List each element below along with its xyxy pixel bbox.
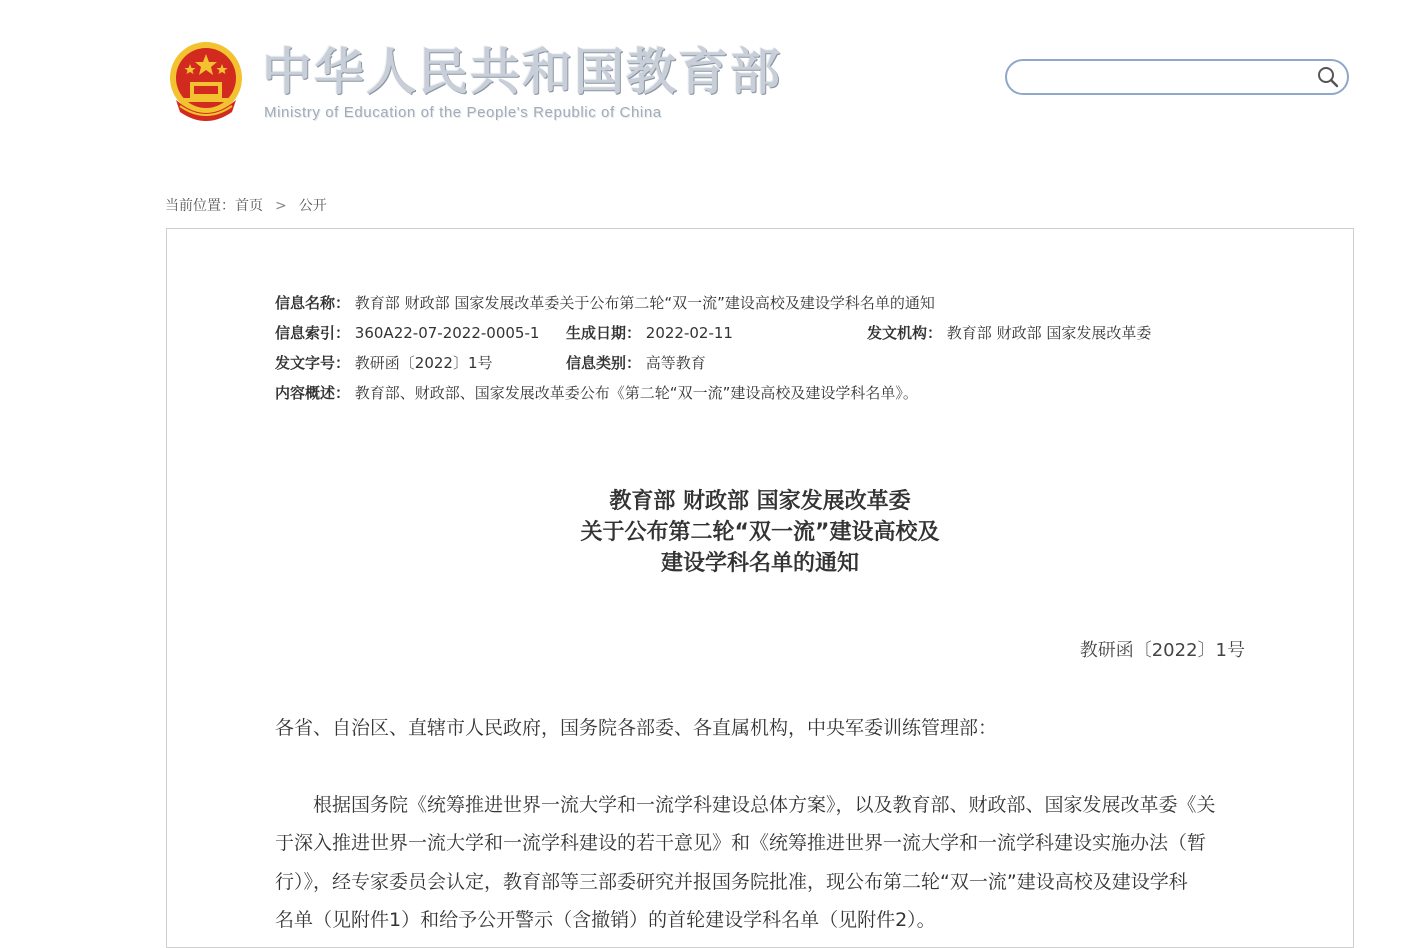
info-category-value: 高等教育 xyxy=(645,354,706,372)
search-input[interactable] xyxy=(1021,67,1315,89)
document-title-line-2: 关于公布第二轮“双一流”建设高校及 xyxy=(580,520,940,545)
document-salutation: 各省、自治区、直辖市人民政府，国务院各部委、各直属机构，中央军委训练管理部： xyxy=(275,717,998,739)
info-row-issuer xyxy=(867,322,1151,343)
info-index-value: 360A22-07-2022-0005-1 xyxy=(354,324,540,342)
info-date-label: 生成日期： xyxy=(566,324,642,342)
info-row-name xyxy=(275,292,935,313)
info-issuer-label: 发文机构： xyxy=(867,324,943,342)
info-docno-value: 教研函〔2022〕1号 xyxy=(354,354,493,372)
info-summary-value: 教育部、财政部、国家发展改革委公布《第二轮“双一流”建设高校及建设学科名单》。 xyxy=(354,384,918,402)
info-name-value: 教育部 财政部 国家发展改革委关于公布第二轮“双一流”建设高校及建设学科名单的通知 xyxy=(354,294,935,312)
info-row-docno xyxy=(275,352,493,373)
site-title[interactable]: 中华人民共和国教育部 xyxy=(262,43,782,101)
info-name-label: 信息名称： xyxy=(275,294,351,312)
info-issuer-value: 教育部 财政部 国家发展改革委 xyxy=(946,324,1152,342)
search-icon[interactable] xyxy=(1317,66,1339,88)
document-body-line-2: 于深入推进世界一流大学和一流学科建设的若干意见》和《统筹推进世界一流大学和一流学科建设实施办法（暂 xyxy=(275,832,1207,854)
search-box xyxy=(1005,59,1349,95)
info-index-label: 信息索引： xyxy=(275,324,351,342)
national-emblem-icon[interactable] xyxy=(166,40,246,124)
document-body-line-3: 行）》，经专家委员会认定，教育部等三部委研究并报国务院批准，现公布第二轮“双一流”建设高校及建设学科 xyxy=(275,871,1188,893)
info-row-category xyxy=(566,352,706,373)
document-body-line-4: 名单（见附件1）和给予公开警示（含撤销）的首轮建设学科名单（见附件2）。 xyxy=(275,909,936,931)
info-summary-label: 内容概述： xyxy=(275,384,351,402)
info-row-date xyxy=(566,322,733,343)
breadcrumb xyxy=(165,195,327,215)
info-date-value: 2022-02-11 xyxy=(645,324,733,342)
breadcrumb-current-link[interactable]: 公开 xyxy=(298,198,327,214)
breadcrumb-separator: > xyxy=(275,198,287,214)
document-title-line-1: 教育部 财政部 国家发展改革委 xyxy=(609,489,911,514)
info-category-label: 信息类别： xyxy=(566,354,642,372)
breadcrumb-prefix: 当前位置： xyxy=(165,198,235,214)
info-row-summary xyxy=(275,382,918,403)
info-row-index xyxy=(275,322,539,343)
breadcrumb-home-link[interactable]: 首页 xyxy=(235,198,263,214)
info-docno-label: 发文字号： xyxy=(275,354,351,372)
document-title-line-3: 建设学科名单的通知 xyxy=(660,551,859,576)
document-body-line-1: 根据国务院《统筹推进世界一流大学和一流学科建设总体方案》，以及教育部、财政部、国家发展改革委《关 xyxy=(313,794,1216,816)
document-number: 教研函〔2022〕1号 xyxy=(1079,640,1245,661)
site-subtitle: Ministry of Education of the People's Republic of China xyxy=(264,104,662,121)
